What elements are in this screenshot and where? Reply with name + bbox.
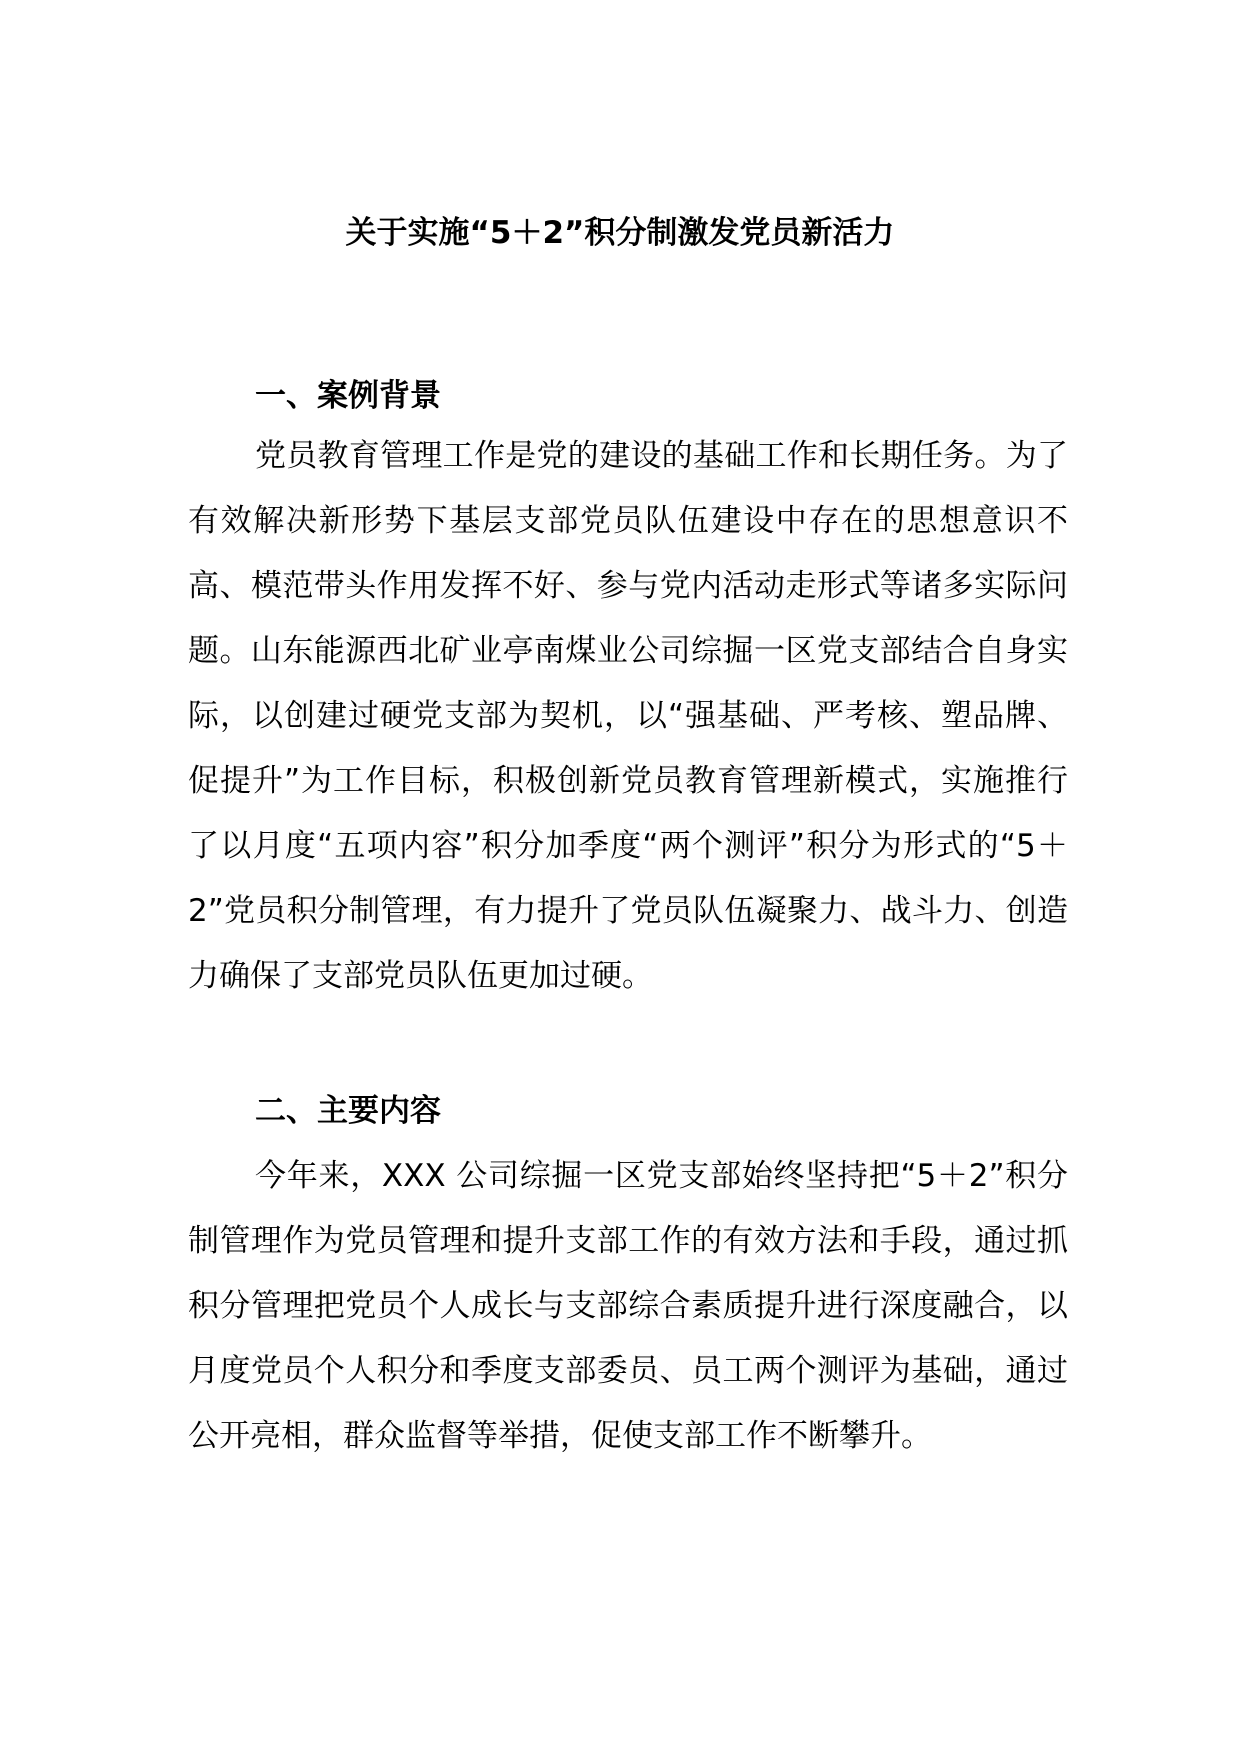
- section-paragraph-background: 党员教育管理工作是党的建设的基础工作和长期任务。为了有效解决新形势下基层支部党员队伍建设中存在的思想意识不高、模范带头作用发挥不好、参与党内活动走形式等诸多实际问题。山东能源西北矿业亭南煤业公司综掘一区党支部结合自身实际，以创建过硬党支部为契机，以“强基础、严考核、塑品牌、促提升”为工作目标，积极创新党员教育管理新模式，实施推行了以月度“五项内容”积分加季度“两个测评”积分为形式的“5＋2”党员积分制管理，有力提升了党员队伍凝聚力、战斗力、创造力确保了支部党员队伍更加过硬。: [188, 438, 1068, 994]
- section-heading-background: 一、案例背景: [255, 378, 441, 414]
- document-title: 关于实施“5＋2”积分制激发党员新活力: [345, 215, 895, 251]
- section-heading-main-content: 二、主要内容: [255, 1093, 441, 1129]
- section-paragraph-main-content: 今年来，XXX 公司综掘一区党支部始终坚持把“5＋2”积分制管理作为党员管理和提升支部工作的有效方法和手段，通过抓积分管理把党员个人成长与支部综合素质提升进行深度融合，以月度党员个人积分和季度支部委员、员工两个测评为基础，通过公开亮相，群众监督等举措，促使支部工作不断攀升。: [188, 1158, 1068, 1454]
